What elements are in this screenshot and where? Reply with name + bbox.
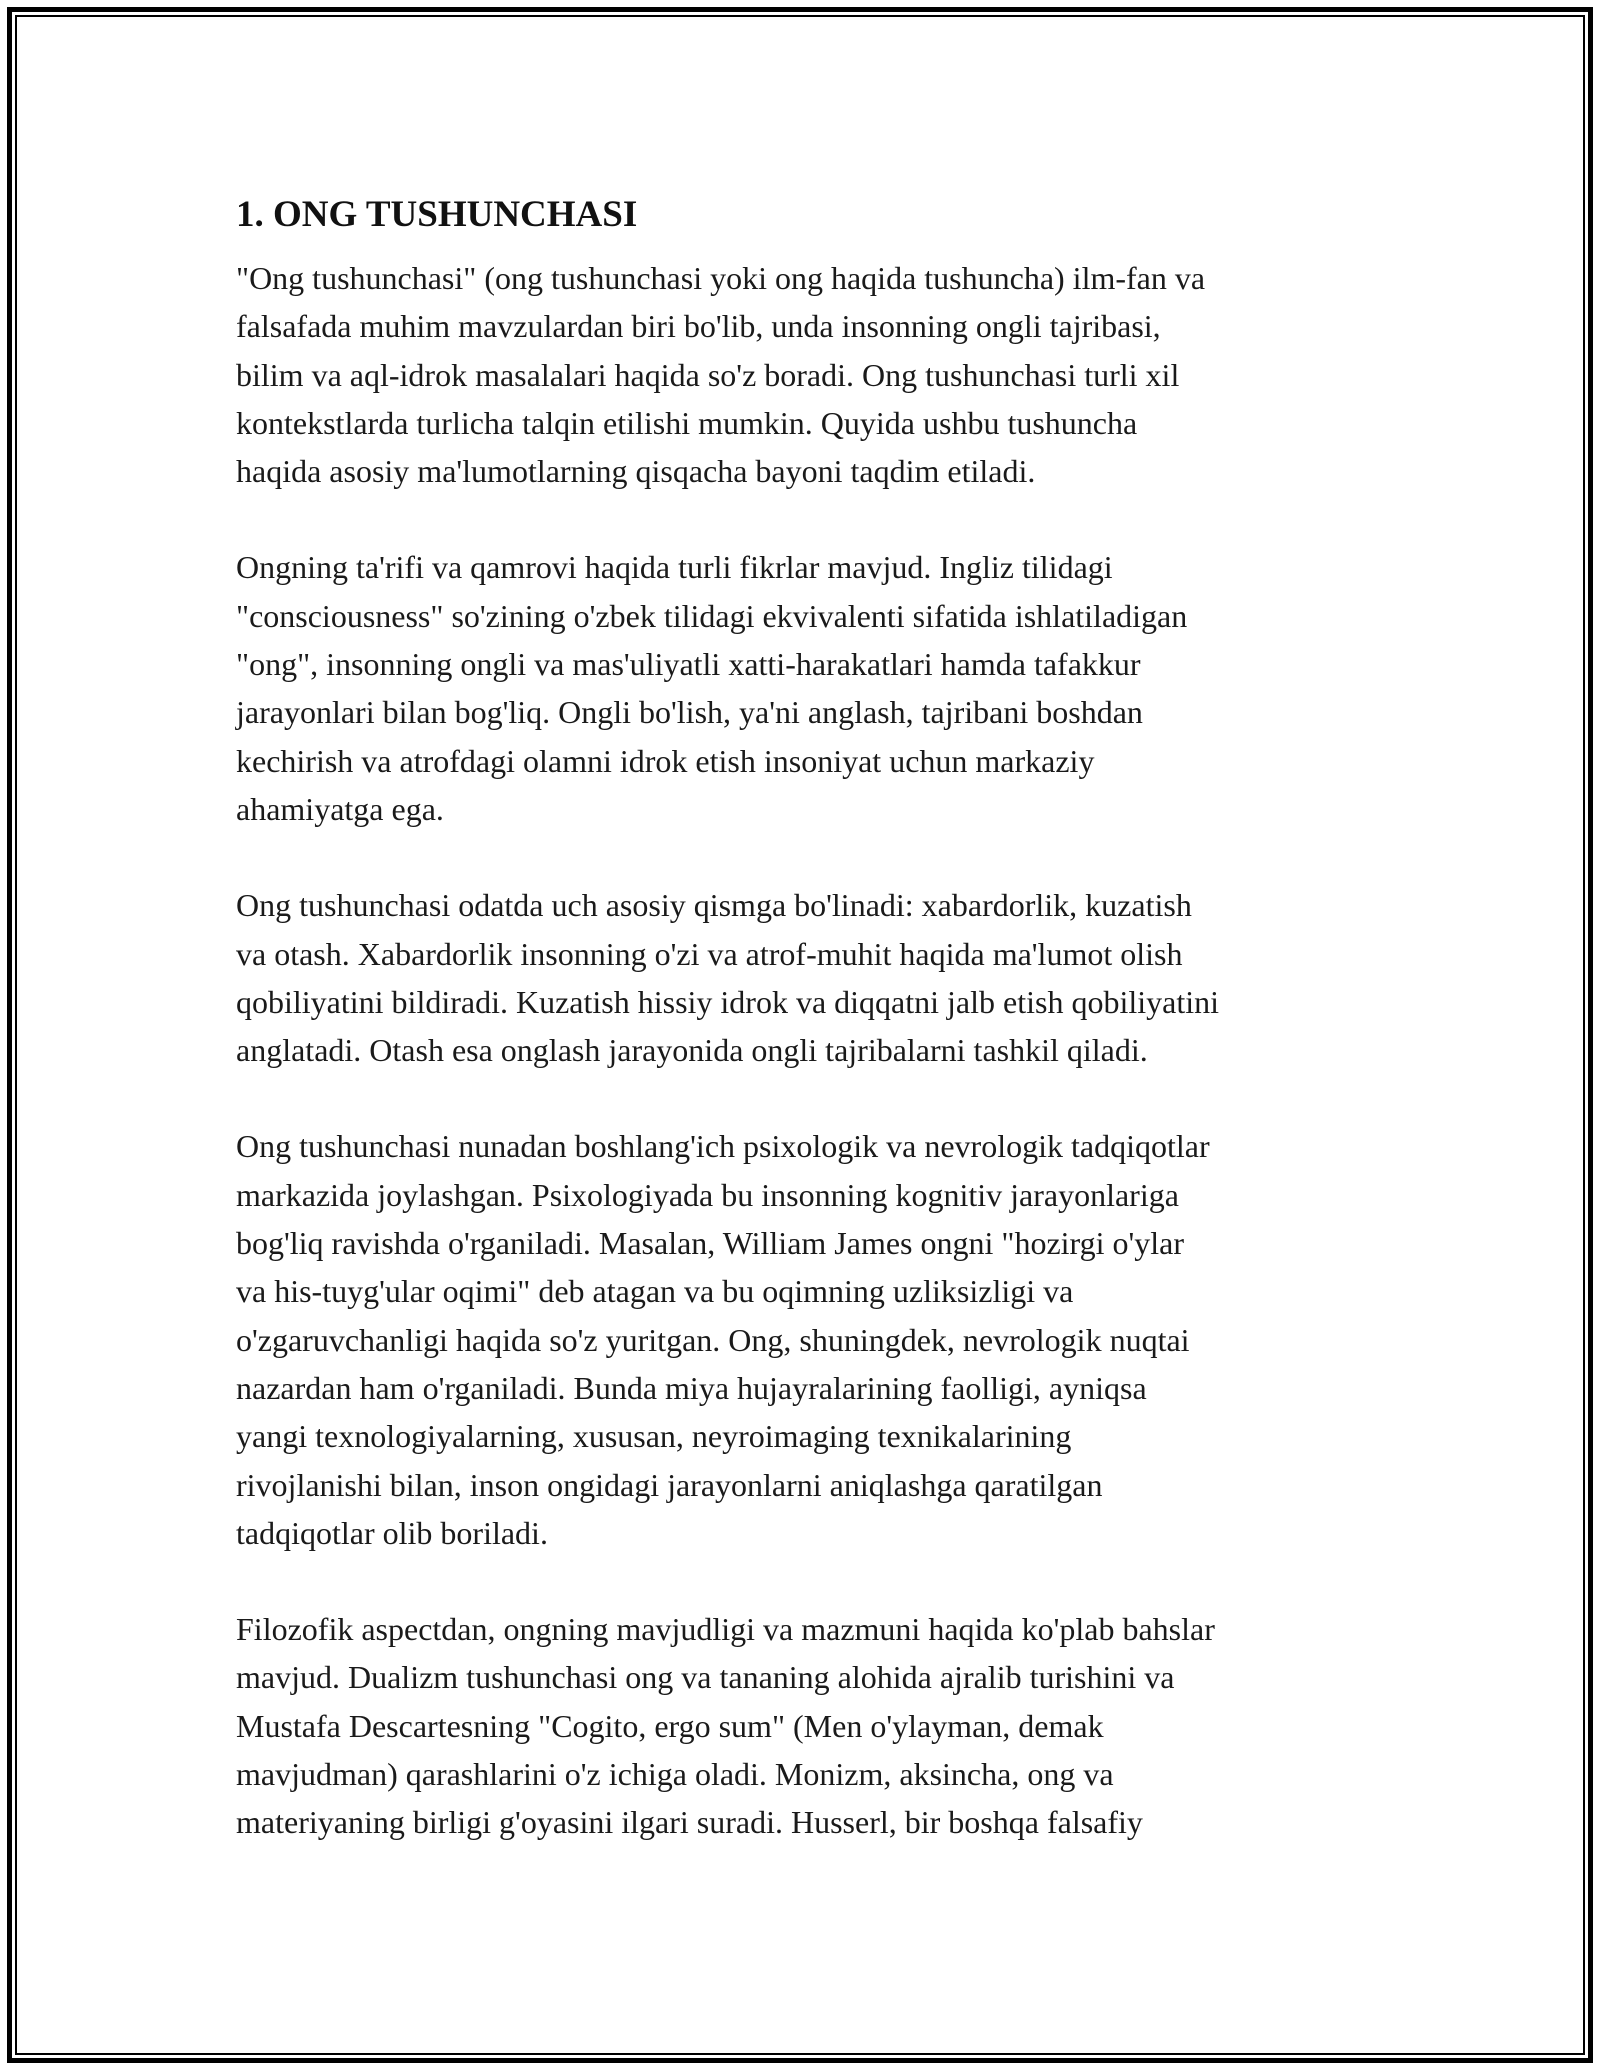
document-title: 1. ONG TUSHUNCHASI — [236, 194, 638, 235]
paragraph-line: qobiliyatini bildiradi. Kuzatish hissiy idrok va diqqatni jalb etish qobiliyatini — [236, 983, 1219, 1020]
paragraph-line: Filozofik aspectdan, ongning mavjudligi va mazmuni haqida ko'plab bahslar — [236, 1611, 1215, 1648]
paragraph-line: "Ong tushunchasi" (ong tushunchasi yoki ong haqida tushuncha) ilm-fan va — [236, 260, 1206, 296]
paragraph-line: rivojlanishi bilan, inson ongidagi jarayonlarni aniqlashga qaratilgan — [236, 1466, 1103, 1503]
paragraph-line: "ong", insonning ongli va mas'uliyatli xatti-harakatlari hamda tafakkur — [236, 646, 1141, 683]
paragraph-line: tadqiqotlar olib boriladi. — [236, 1514, 548, 1551]
paragraph-line: mavjud. Dualizm tushunchasi ong va tananing alohida ajralib turishini va — [236, 1659, 1175, 1696]
paragraph-2 — [236, 543, 1366, 833]
paragraph-line: anglatadi. Otash esa onglash jarayonida ongli tajribalarni tashkil qiladi. — [236, 1032, 1148, 1069]
paragraph-3 — [236, 881, 1366, 1074]
paragraph-line: Mustafa Descartesning "Cogito, ergo sum" (Men o'ylayman, demak — [236, 1707, 1104, 1744]
paragraph-line: jarayonlari bilan bog'liq. Ongli bo'lish, ya'ni anglash, tajribani boshdan — [236, 694, 1143, 731]
paragraph-line: haqida asosiy ma'lumotlarning qisqacha bayoni taqdim etiladi. — [236, 453, 1036, 490]
paragraph-line: ahamiyatga ega. — [236, 790, 444, 827]
paragraph-line: bilim va aql-idrok masalalari haqida so'z boradi. Ong tushunchasi turli xil — [236, 356, 1180, 393]
document-body — [236, 188, 1366, 1895]
paragraph-line: va otash. Xabardorlik insonning o'zi va atrof-muhit haqida ma'lumot olish — [236, 935, 1183, 972]
paragraph-line: markazida joylashgan. Psixologiyada bu insonning kognitiv jarayonlariga — [236, 1176, 1179, 1213]
paragraph-line: Ongning ta'rifi va qamrovi haqida turli fikrlar mavjud. Ingliz tilidagi — [236, 549, 1113, 586]
paragraph-line: yangi texnologiyalarning, xususan, neyroimaging texnikalarining — [236, 1418, 1072, 1455]
paragraph-1 — [236, 254, 1366, 495]
paragraph-line: va his-tuyg'ular oqimi" deb atagan va bu oqimning uzliksizligi va — [236, 1273, 1074, 1310]
paragraph-line: kontekstlarda turlicha talqin etilishi mumkin. Quyida ushbu tushuncha — [236, 404, 1138, 441]
paragraph-line: materiyaning birligi g'oyasini ilgari suradi. Husserl, bir boshqa falsafiy — [236, 1804, 1143, 1841]
paragraph-line: bog'liq ravishda o'rganiladi. Masalan, William James ongni "hozirgi o'ylar — [236, 1225, 1185, 1262]
paragraph-line: Ong tushunchasi nunadan boshlang'ich psixologik va nevrologik tadqiqotlar — [236, 1128, 1210, 1165]
paragraph-line: mavjudman) qarashlarini o'z ichiga oladi. Monizm, aksincha, ong va — [236, 1756, 1114, 1793]
paragraph-4 — [236, 1122, 1366, 1557]
paragraph-line: falsafada muhim mavzulardan biri bo'lib, unda insonning ongli tajribasi, — [236, 308, 1161, 345]
paragraph-line: kechirish va atrofdagi olamni idrok etish insoniyat uchun markaziy — [236, 742, 1095, 779]
paragraph-line: o'zgaruvchanligi haqida so'z yuritgan. Ong, shuningdek, nevrologik nuqtai — [236, 1321, 1190, 1358]
paragraph-5 — [236, 1605, 1366, 1846]
paragraph-line: Ong tushunchasi odatda uch asosiy qismga bo'linadi: xabardorlik, kuzatish — [236, 887, 1192, 924]
paragraph-line: "consciousness" so'zining o'zbek tilidagi ekvivalenti sifatida ishlatiladigan — [236, 597, 1188, 634]
paragraph-line: nazardan ham o'rganiladi. Bunda miya hujayralarining faolligi, ayniqsa — [236, 1369, 1147, 1406]
